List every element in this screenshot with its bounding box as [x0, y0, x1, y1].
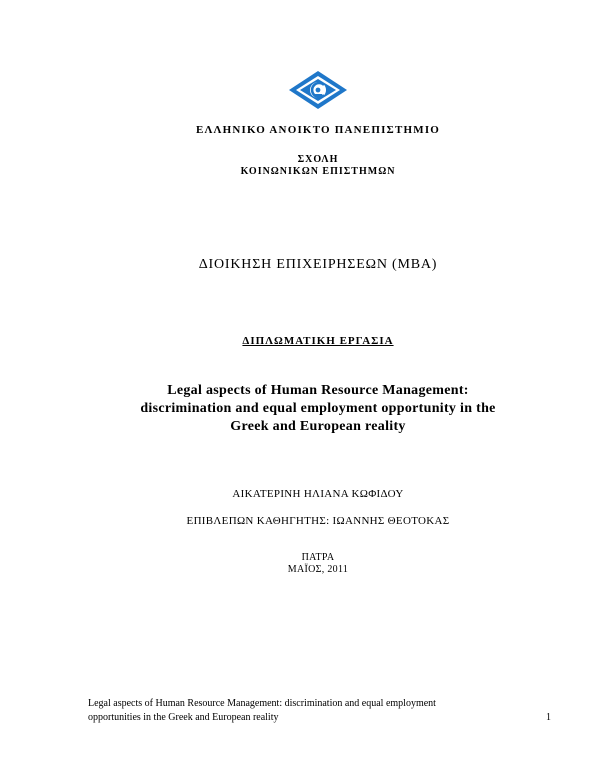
- open-university-logo-icon: [288, 70, 348, 110]
- title-line-2: discrimination and equal employment opportunity in the: [140, 401, 496, 416]
- page-number: 1: [546, 712, 551, 723]
- place: ΠΑΤΡΑ: [301, 552, 335, 563]
- school-name: [0, 154, 600, 178]
- place-date: [0, 552, 600, 576]
- school-line-1: ΣΧΟΛΗ: [297, 154, 339, 165]
- program-name: ΔΙΟΙΚΗΣΗ ΕΠΙΧΕΙΡΗΣΕΩΝ (ΜΒΑ): [198, 257, 438, 272]
- footer-line-2: opportunities in the Greek and European reality: [88, 712, 279, 723]
- university-name: ΕΛΛΗΝΙΚΟ ΑΝΟΙΚΤΟ ΠΑΝΕΠΙΣΤΗΜΙΟ: [195, 124, 441, 136]
- page-footer: [88, 697, 508, 725]
- thesis-label: ΔΙΠΛΩΜΑΤΙΚΗ ΕΡΓΑΣΙΑ: [242, 335, 394, 347]
- thesis-title: [0, 382, 600, 436]
- footer-line-1: Legal aspects of Human Resource Management: discrimination and equal employment: [88, 698, 436, 709]
- date: ΜΑΪΟΣ, 2011: [287, 564, 349, 575]
- title-line-1: Legal aspects of Human Resource Management:: [167, 383, 469, 398]
- title-line-3: Greek and European reality: [230, 419, 406, 434]
- author-name: ΑΙΚΑΤΕΡΙΝΗ ΗΛΙΑΝΑ ΚΩΦΙΔΟΥ: [232, 488, 404, 500]
- supervisor-name: ΕΠΙΒΛΕΠΩΝ ΚΑΘΗΓΗΤΗΣ: ΙΩΑΝΝΗΣ ΘΕΟΤΟΚΑΣ: [186, 515, 450, 527]
- school-line-2: ΚΟΙΝΩΝΙΚΩΝ ΕΠΙΣΤΗΜΩΝ: [240, 166, 396, 177]
